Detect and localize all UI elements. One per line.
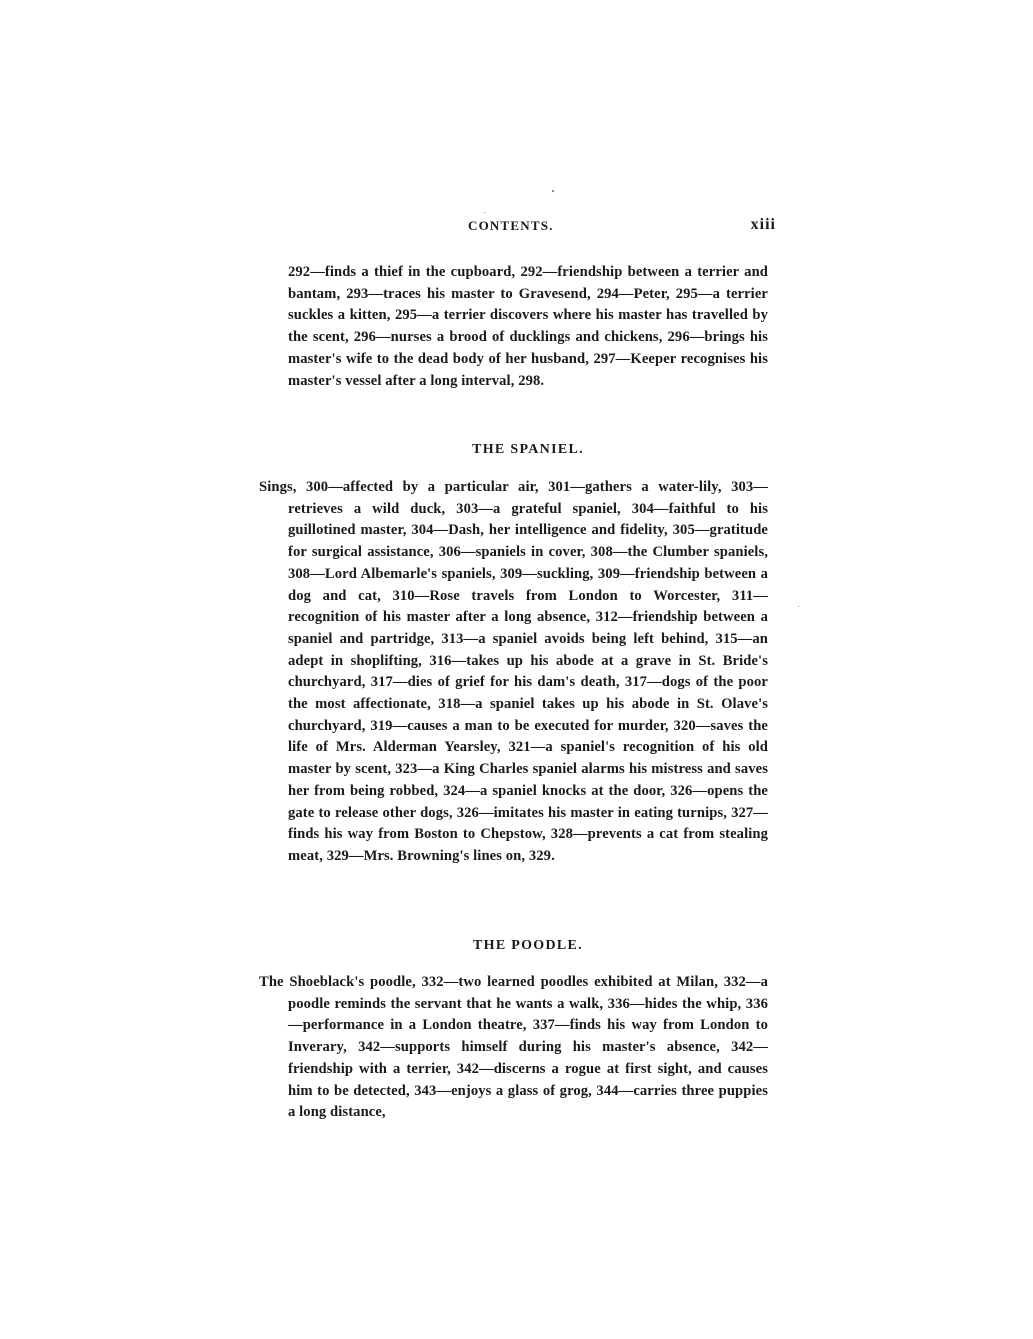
page-number: xiii bbox=[750, 216, 776, 233]
poodle-section-heading: THE POODLE. bbox=[473, 938, 583, 953]
spaniel-section-entries: Sings, 300—affected by a particular air, 301—gathers a water-lily, 303—retrieves a wild duck, 303—a grateful spaniel, 304—faithful to his guillotined master, 304—Dash, her intelligence and fidelity, 305—gratitude for surgical assistance, 306—spaniels in cover, 308—the Clumber spaniels, 308—Lord Albemarle's spaniels, 309—suckling, 309—friendship between a dog and cat, 310—Rose travels from London to Worcester, 311—recognition of his master after a long absence, 312—friendship between a spaniel and partridge, 313—a spaniel avoids being left behind, 315—an adept in shoplifting, 316—takes up his abode at a grave in St. Bride's churchyard, 317—dies of grief for his dam's death, 317—dogs of the poor the most affectionate, 318—a spaniel takes up his abode in St. Olave's churchyard, 319—causes a man to be executed for murder, 320—saves the life of Mrs. Alderman Yearsley, 321—a spaniel's recognition of his old master by scent, 323—a King Charles spaniel alarms his mistress and saves her from being robbed, 324—a spaniel knocks at the door, 326—opens the gate to release other dogs, 326—imitates his master in eating turnips, 327—finds his way from Boston to Chepstow, 328—prevents a cat from stealing meat, 329—Mrs. Browning's lines on, 329. bbox=[259, 479, 768, 864]
running-title: CONTENTS. bbox=[468, 218, 554, 233]
ink-speck bbox=[484, 212, 485, 213]
ink-speck bbox=[552, 190, 554, 192]
ink-speck bbox=[798, 606, 799, 607]
poodle-section-entries: The Shoeblack's poodle, 332—two learned poodles exhibited at Milan, 332—a poodle reminds the servant that he wants a walk, 336—hides the whip, 336—performance in a London theatre, 337—finds his way from London to Inverary, 342—supports himself during his master's absence, 342—friendship with a terrier, 342—discerns a rogue at first sight, and causes him to be detected, 343—enjoys a glass of grog, 344—carries three puppies a long distance, bbox=[259, 974, 768, 1121]
page-header bbox=[288, 216, 776, 240]
spaniel-section-heading: THE SPANIEL. bbox=[472, 442, 584, 457]
terrier-entries-continued: 292—finds a thief in the cupboard, 292—friendship between a terrier and bantam, 293—traces his master to Gravesend, 294—Peter, 295—a terrier suckles a kitten, 295—a terrier discovers where his master has travelled by the scent, 296—nurses a brood of ducklings and chickens, 296—brings his master's wife to the dead body of her husband, 297—Keeper recognises his master's vessel after a long interval, 298. bbox=[288, 264, 768, 389]
